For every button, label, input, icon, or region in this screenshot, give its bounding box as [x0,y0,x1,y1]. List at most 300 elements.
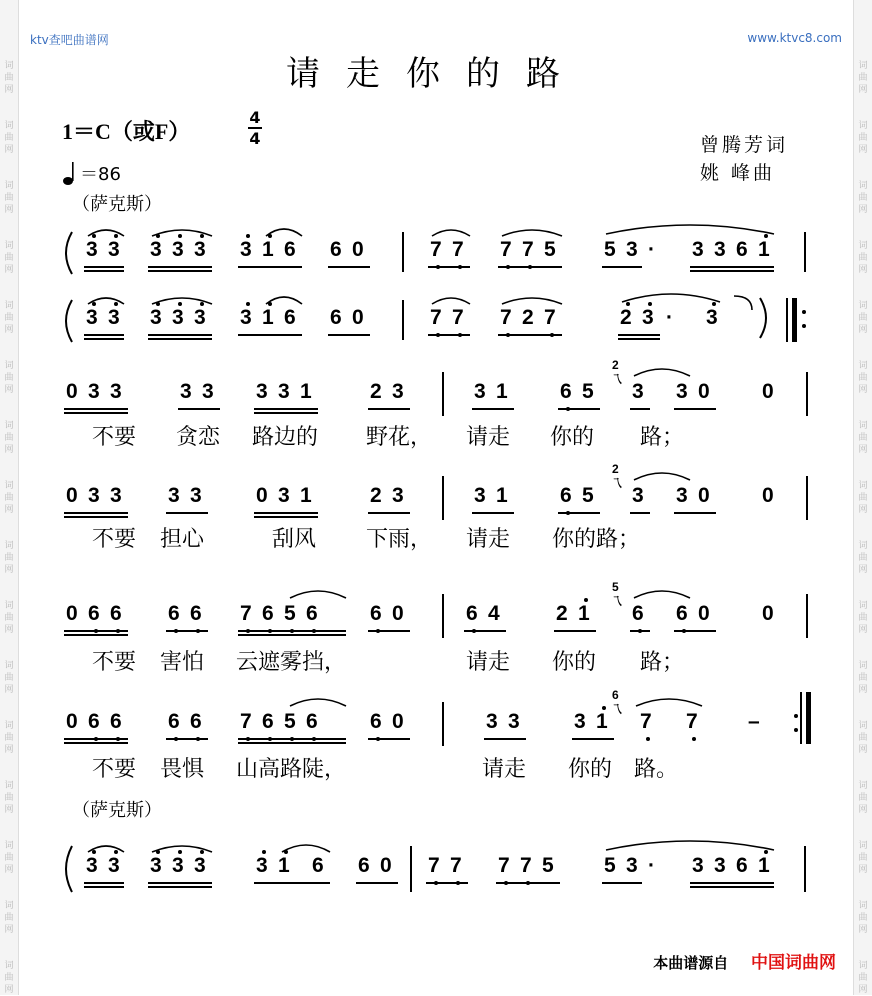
score-note: 7 [522,238,534,261]
watermark-text: 词 曲 网 [4,541,14,575]
beam-underline [238,334,302,336]
beam-underline [368,738,410,740]
beam-underline [64,742,128,744]
time-sig-bottom: 4 [249,129,261,148]
octave-dot [156,234,160,238]
beam-underline [148,338,212,340]
beam-underline [238,742,346,744]
score-note: 6 [560,484,572,507]
score-note: 6 [168,602,180,625]
score-note: 6 [676,602,688,625]
beam-underline [84,270,124,272]
score-note: 1 [262,238,274,261]
score-note: 6 [330,306,342,329]
score-note: 3 [714,854,726,877]
score-note: 3 [256,854,268,877]
bar-line [806,692,811,744]
phrase-bracket [66,300,72,342]
beam-underline [484,738,526,740]
score-note: 6 [306,710,318,733]
score-note: 3 [88,380,100,403]
octave-dot [626,302,630,306]
score-note: 3 [626,854,638,877]
bar-line [442,594,444,638]
lyric-word: 你的路； [552,527,641,552]
score-note: 1 [300,380,312,403]
watermark-text: 词 曲 网 [4,781,14,815]
octave-dot [712,302,716,306]
slur [606,225,774,234]
score-note: 3 [392,380,404,403]
watermark-text: 词 曲 网 [4,301,14,335]
lyric-word: 请走 [466,425,511,450]
score-note: 3 [194,854,206,877]
beam-underline [496,882,560,884]
score-note: 0 [392,602,404,625]
score-note: 0 [352,238,364,261]
grace-note: 2 [612,358,619,372]
slur [622,294,720,302]
time-signature [248,109,262,147]
site-label-left[interactable]: ktv查吧曲谱网 [30,33,109,47]
score-note: 7 [500,238,512,261]
score-note: 6 [88,602,100,625]
beam-underline [238,630,346,632]
watermark-text: 词 曲 网 [858,721,868,755]
beam-underline [84,266,124,268]
bar-line [402,300,404,340]
score-note: 3 [692,854,704,877]
beam-underline [498,266,562,268]
score-note: 5 [284,710,296,733]
lyric-word: 畏惧 [160,757,205,782]
lyric-word: 不要 [92,757,137,782]
score-note: 1 [278,854,290,877]
lyric-word: 担心 [160,527,205,552]
score-note: 5 [604,238,616,261]
watermark-text: 词 曲 网 [4,421,14,455]
score-note: 6 [190,710,202,733]
watermark-text: 词 曲 网 [4,601,14,635]
beam-underline [428,266,470,268]
beam-underline [254,412,318,414]
octave-dot [584,598,588,602]
bar-line [410,846,412,892]
watermark-text: 词 曲 网 [858,601,868,635]
bar-line [792,298,797,342]
key-signature: 1＝C（或F） [62,119,191,144]
score-note: 6 [168,710,180,733]
octave-dot [802,324,806,328]
score-note: 6 [88,710,100,733]
score-note: 3 [474,380,486,403]
score-note: 3 [86,306,98,329]
score-note: 3 [168,484,180,507]
lyric-word: 路。 [634,757,679,782]
beam-underline [178,408,220,410]
octave-dot [92,234,96,238]
octave-dot [200,234,204,238]
score-note: 3 [706,306,718,329]
lyric-word: 你的 [550,425,595,450]
score-note: 6 [632,602,644,625]
beam-underline [148,266,212,268]
lyric-word: 路边的 [252,425,319,450]
score-note: 6 [370,602,382,625]
lyric-word: 云遮雾挡， [236,650,347,675]
score-note: 6 [284,306,296,329]
watermark-text: 词 曲 网 [858,901,868,935]
lyric-word: 刮风 [272,527,317,552]
score-note: 3 [256,380,268,403]
score-note: 3 [150,306,162,329]
section-label-top: （萨克斯） [72,194,162,215]
beam-underline [498,334,562,336]
beam-underline [254,516,318,518]
score-note: 3 [190,484,202,507]
score-note: 3 [486,710,498,733]
beam-underline [84,886,124,888]
watermark-text: 词 曲 网 [858,661,868,695]
beam-underline [148,334,212,336]
bar-line [402,232,404,272]
score-note: 2 [620,306,632,329]
score-note: 3 [180,380,192,403]
watermark-text: 词 曲 网 [858,961,868,995]
octave-dot [246,302,250,306]
beam-underline [428,334,470,336]
beam-underline [690,886,774,888]
beam-underline [426,882,468,884]
score-note: 1 [758,854,770,877]
score-note: 3 [194,306,206,329]
lyric-word: 请走 [482,757,527,782]
watermark-text: 词 曲 网 [858,421,868,455]
score-note: 3 [626,238,638,261]
beam-underline [166,738,208,740]
watermark-text: 词 曲 网 [858,121,868,155]
score-note: 6 [736,238,748,261]
octave-dot [648,302,652,306]
watermark-text: 词 曲 网 [4,241,14,275]
score-note: 6 [736,854,748,877]
slur [636,699,702,706]
score-note: · [648,854,655,877]
score-note: 3 [474,484,486,507]
score-note: 7 [240,710,252,733]
watermark-text: 词 曲 网 [4,961,14,995]
watermark-text: 词 曲 网 [4,721,14,755]
score-note: 5 [284,602,296,625]
lyricist-credit: 曾腾芳词 [700,134,789,156]
score-note: 0 [698,484,710,507]
watermark-text: 词 曲 网 [4,661,14,695]
score-note: 1 [596,710,608,733]
octave-dot [114,850,118,854]
score-note: 0 [698,602,710,625]
score-note: 3 [108,238,120,261]
watermark-text: 词 曲 网 [858,781,868,815]
octave-dot [262,850,266,854]
beam-underline [64,738,128,740]
score-note: 6 [110,602,122,625]
lyric-word: 你的 [568,757,613,782]
octave-dot [92,850,96,854]
score-note: 2 [522,306,534,329]
score-note: 0 [66,602,78,625]
octave-dot [92,302,96,306]
score-note: 3 [150,238,162,261]
score-note: 3 [240,238,252,261]
score-note: 1 [300,484,312,507]
arrow-mark [734,296,752,310]
slur [606,841,774,850]
beam-underline [674,630,716,632]
watermark-text: 词 曲 网 [4,361,14,395]
octave-dot [200,302,204,306]
slur [282,845,330,852]
watermark-text: 词 曲 网 [858,841,868,875]
bar-line [442,476,444,520]
octave-dot [268,302,272,306]
slur [634,591,690,598]
score-note: 3 [278,380,290,403]
octave-dot [156,302,160,306]
score-note: 7 [640,710,652,733]
score-note: 5 [544,238,556,261]
score-note: 3 [86,854,98,877]
score-note: 7 [430,238,442,261]
score-note: 6 [330,238,342,261]
score-note: 0 [352,306,364,329]
beam-underline [630,630,650,632]
bar-line [800,692,802,744]
watermark-text: 词 曲 网 [4,121,14,155]
score-note: 3 [150,854,162,877]
bar-line [442,702,444,746]
score-note: 3 [172,238,184,261]
score-note: 0 [256,484,268,507]
score-note: 3 [508,710,520,733]
score-note: 7 [520,854,532,877]
beam-underline [328,334,370,336]
octave-dot [794,728,798,732]
score-note: 7 [686,710,698,733]
octave-dot [268,234,272,238]
watermark-text: 词 曲 网 [4,481,14,515]
lyric-word: 害怕 [160,650,205,675]
site-label-right[interactable]: www.ktvc8.com [747,31,842,45]
octave-dot [646,737,650,741]
grace-mark: 乁 [611,374,622,386]
beam-underline [558,408,600,410]
score-note: 1 [758,238,770,261]
beam-underline [368,408,410,410]
score-note: 6 [358,854,370,877]
bar-line [804,846,806,892]
score-note: 0 [380,854,392,877]
octave-dot [178,234,182,238]
beam-underline [630,408,650,410]
beam-underline [690,882,774,884]
score-note: 1 [578,602,590,625]
section-label-bottom: （萨克斯） [72,800,162,821]
grace-mark: 乁 [611,596,622,608]
beam-underline [238,738,346,740]
score-note: 7 [500,306,512,329]
score-note: 6 [370,710,382,733]
score-note: 3 [642,306,654,329]
score-note: 6 [110,710,122,733]
score-note: 7 [240,602,252,625]
score-note: 2 [370,380,382,403]
score-note: 0 [392,710,404,733]
beam-underline [254,882,330,884]
score-note: 3 [202,380,214,403]
bar-line [806,372,808,416]
score-note: · [666,306,673,329]
watermark-text: 词 曲 网 [858,241,868,275]
watermark-text: 词 曲 网 [858,301,868,335]
beam-underline [328,266,370,268]
score-note: 0 [66,710,78,733]
score-note: 6 [262,602,274,625]
beam-underline [618,338,660,340]
slur [634,473,690,480]
lyric-word: 请走 [466,527,511,552]
grace-note: 2 [612,462,619,476]
slur [432,298,470,304]
score-note: 3 [172,306,184,329]
watermark-text: 词 曲 网 [858,361,868,395]
score-note: 2 [370,484,382,507]
beam-underline [602,266,642,268]
slur [290,699,346,706]
score-note: 3 [240,306,252,329]
score-note: 5 [542,854,554,877]
beam-underline [472,408,514,410]
watermark-text: 词 曲 网 [4,181,14,215]
bar-line [804,232,806,272]
score-note: 6 [560,380,572,403]
footer [653,948,836,973]
lyric-word: 贪恋 [176,425,221,450]
tempo-marking: ＝86 [80,164,121,185]
score-note: 3 [632,484,644,507]
octave-dot [764,234,768,238]
beam-underline [64,512,128,514]
watermark-text: 词 曲 网 [4,841,14,875]
slur [432,230,470,236]
lyric-word: 下雨， [366,527,433,552]
slur [502,298,562,304]
score-note: 6 [262,710,274,733]
score-note: 6 [190,602,202,625]
footer-source: 本曲谱源自 [653,954,729,972]
score-note: 3 [86,238,98,261]
beam-underline [64,516,128,518]
bar-line [806,594,808,638]
bar-line [442,372,444,416]
score-note: 3 [110,484,122,507]
beam-underline [472,512,514,514]
score-note: 3 [632,380,644,403]
composer-credit: 姚 峰曲 [700,162,776,184]
beam-underline [64,408,128,410]
lyric-word: 请走 [466,650,511,675]
octave-dot [602,706,606,710]
score-note: 5 [582,484,594,507]
score-note: 3 [110,380,122,403]
beam-underline [630,512,650,514]
watermark-text: 词 曲 网 [858,481,868,515]
octave-dot [246,234,250,238]
beam-underline [368,512,410,514]
watermark-text: 词 曲 网 [4,901,14,935]
score-note: 3 [676,484,688,507]
song-title: 请走你的路 [286,54,586,94]
score-note: 7 [452,306,464,329]
beam-underline [558,512,600,514]
beam-underline [690,266,774,268]
phrase-bracket [66,846,72,892]
score-note: 3 [714,238,726,261]
score-note: 3 [278,484,290,507]
score-note: 1 [496,484,508,507]
beam-underline [166,512,208,514]
score-note: · [648,238,655,261]
score-note: 0 [762,602,774,625]
octave-dot [794,714,798,718]
bar-line [786,298,788,342]
lyric-word: 路； [640,425,685,450]
beam-underline [674,512,716,514]
score-note: 0 [762,380,774,403]
score-note: 0 [762,484,774,507]
score-note: – [748,710,760,733]
beam-underline [84,338,124,340]
grace-mark: 乁 [611,478,622,490]
beam-underline [554,630,596,632]
score-note: 7 [452,238,464,261]
watermark-text: 词 曲 网 [858,541,868,575]
score-note: 7 [498,854,510,877]
beam-underline [254,408,318,410]
score-note: 3 [194,238,206,261]
footer-brand[interactable]: 中国词曲网 [751,953,836,973]
score-note: 7 [544,306,556,329]
beam-underline [64,412,128,414]
score-note: 3 [392,484,404,507]
beam-underline [64,634,128,636]
bar-line [806,476,808,520]
phrase-bracket [66,232,72,274]
score-note: 6 [466,602,478,625]
lyric-word: 不要 [92,650,137,675]
grace-note: 5 [612,580,619,594]
beam-underline [572,738,614,740]
lyric-word: 野花， [366,425,433,450]
octave-dot [178,850,182,854]
octave-dot [764,850,768,854]
score-note: 3 [574,710,586,733]
beam-underline [238,634,346,636]
phrase-bracket-close [760,298,766,338]
score-note: 3 [676,380,688,403]
score-note: 6 [312,854,324,877]
slur [634,369,690,376]
watermark-text: 词 曲 网 [4,61,14,95]
